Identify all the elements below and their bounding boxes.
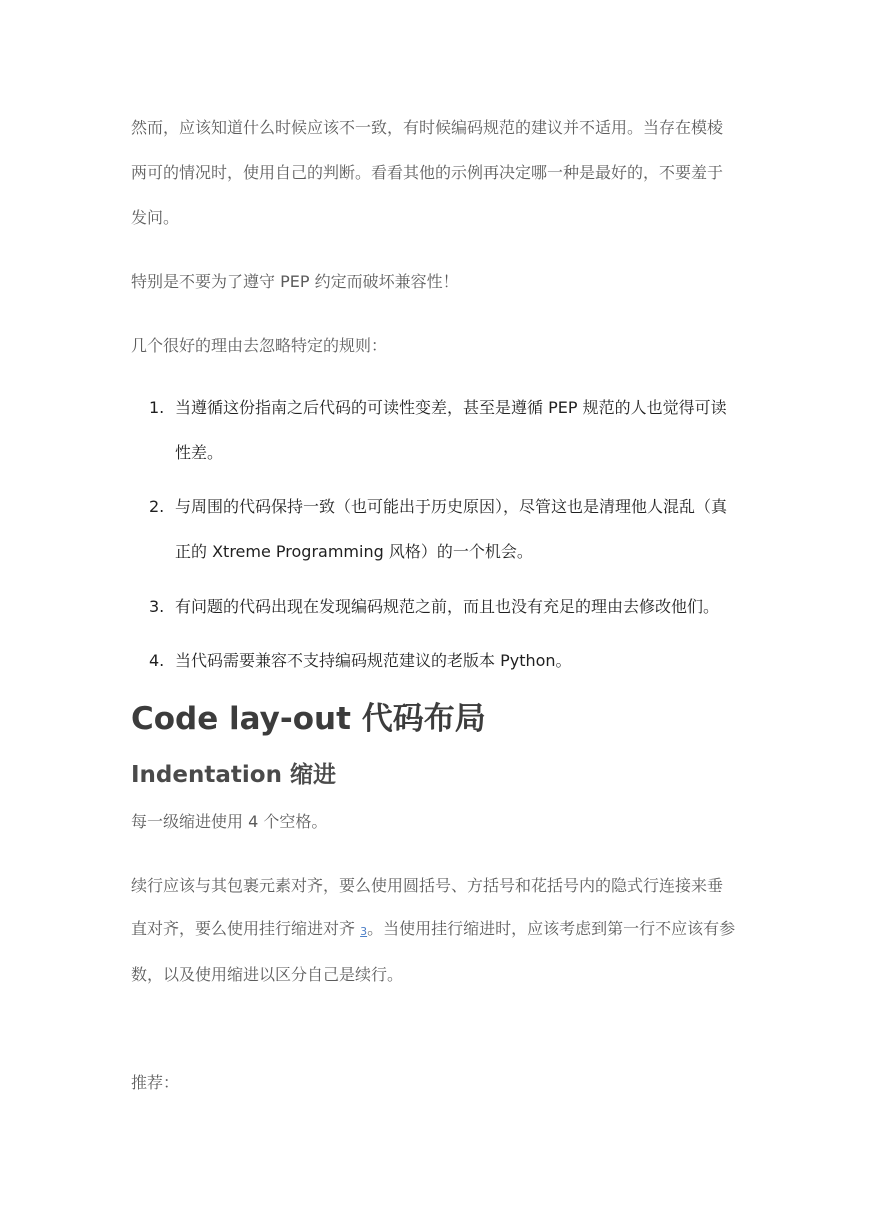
list-item-text: 有问题的代码出现在发现编码规范之前，而且也没有充足的理由去修改他们。 bbox=[175, 597, 720, 616]
list-item-text: 当遵循这份指南之后代码的可读性变差，甚至是遵循 PEP 规范的人也觉得可读 bbox=[175, 398, 727, 417]
paragraph-indent-rule: 每一级缩进使用 4 个空格。 bbox=[131, 812, 328, 831]
paragraph-reasons-intro: 几个很好的理由去忽略特定的规则： bbox=[131, 336, 388, 355]
paragraph-line: 数，以及使用缩进以区分自己是续行。 bbox=[131, 965, 404, 984]
list-item-text: 正的 Xtreme Programming 风格）的一个机会。 bbox=[175, 542, 533, 561]
list-number: 3. bbox=[149, 597, 165, 616]
paragraph-text: 。当使用挂行缩进时，应该考虑到第一行不应该有参 bbox=[367, 919, 736, 938]
list-number: 4. bbox=[149, 651, 165, 670]
subsection-heading: Indentation 缩进 bbox=[131, 762, 336, 788]
list-number: 2. bbox=[149, 497, 165, 516]
list-item-text: 与周围的代码保持一致（也可能出于历史原因），尽管这也是清理他人混乱（真 bbox=[175, 497, 728, 516]
list-item-text: 当代码需要兼容不支持编码规范建议的老版本 Python。 bbox=[175, 651, 572, 670]
paragraph-line: 两可的情况时，使用自己的判断。看看其他的示例再决定哪一种是最好的，不要羞于 bbox=[131, 163, 724, 182]
list-item-text: 性差。 bbox=[175, 443, 224, 462]
list-number: 1. bbox=[149, 398, 165, 417]
paragraph-compatibility: 特别是不要为了遵守 PEP 约定而破坏兼容性！ bbox=[131, 272, 459, 291]
paragraph-recommend: 推荐： bbox=[131, 1073, 180, 1092]
paragraph-line: 然而，应该知道什么时候应该不一致，有时候编码规范的建议并不适用。当存在模棱 bbox=[131, 118, 724, 137]
section-heading: Code lay-out 代码布局 bbox=[131, 701, 486, 737]
paragraph-line: 发问。 bbox=[131, 208, 180, 227]
paragraph-text: 直对齐，要么使用挂行缩进对齐 bbox=[131, 919, 361, 938]
paragraph-line bbox=[131, 919, 735, 942]
paragraph-line: 续行应该与其包裹元素对齐，要么使用圆括号、方括号和花括号内的隐式行连接来垂 bbox=[131, 876, 724, 895]
footnote-link[interactable]: 3 bbox=[360, 925, 368, 938]
